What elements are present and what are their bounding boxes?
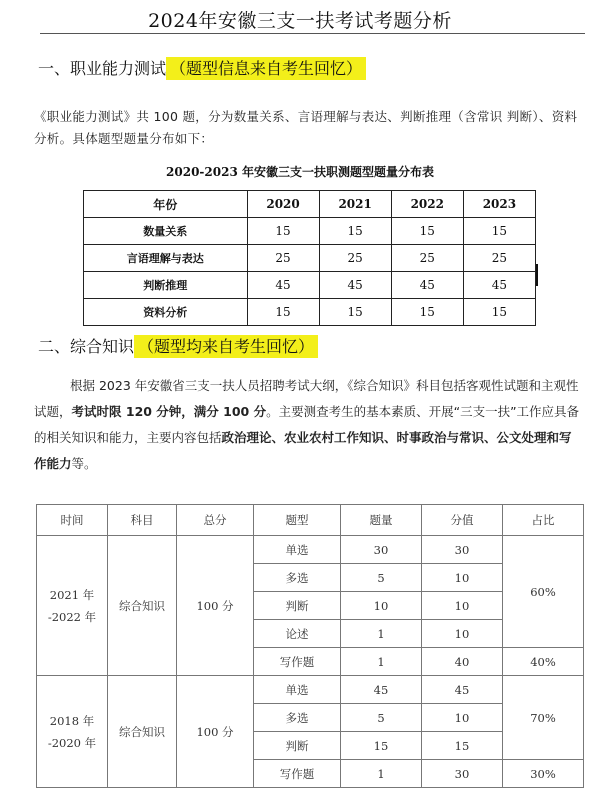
table-row — [84, 218, 536, 245]
table1-cell: 25 — [391, 245, 463, 272]
table2-score: 15 — [422, 732, 503, 760]
table2-score: 10 — [422, 620, 503, 648]
section1-heading-highlight: （题型信息来自考生回忆） — [166, 57, 366, 80]
table2-type: 多选 — [254, 564, 341, 592]
table2-score: 30 — [422, 760, 503, 788]
table2-score: 45 — [422, 676, 503, 704]
table-row — [84, 299, 536, 326]
section2-heading — [38, 334, 318, 357]
table1-header-cell: 2022 — [391, 191, 463, 218]
table1-header-cell: 2023 — [463, 191, 535, 218]
group1-subject: 综合知识 — [108, 536, 177, 676]
table1-cell: 15 — [247, 299, 319, 326]
table1-cell: 25 — [247, 245, 319, 272]
table1-cell: 15 — [391, 299, 463, 326]
table2-count: 45 — [341, 676, 422, 704]
table2-score: 40 — [422, 648, 503, 676]
table1-cell: 45 — [319, 272, 391, 299]
group1-ratio-writing: 40% — [503, 648, 584, 676]
table2-type: 论述 — [254, 620, 341, 648]
table2-type: 写作题 — [254, 648, 341, 676]
section2-text-c: 。主要测查考生的基本素质、开展“三支一扶”工作应具备的相关知识和能力，主要内容包括 — [34, 404, 580, 445]
section2-text-d-bold: 政治理论、农业农村工作知识、时事政治与常识、公文处理和写作能力 — [34, 430, 572, 471]
table1 — [83, 190, 536, 326]
section2-heading-highlight: （题型均来自考生回忆） — [134, 335, 318, 358]
table1-cell: 15 — [463, 299, 535, 326]
table-row — [37, 676, 584, 704]
table2-count: 5 — [341, 564, 422, 592]
table2-header-cell: 时间 — [37, 505, 108, 536]
section1-paragraph: 《职业能力测试》共 100 题，分为数量关系、言语理解与表达、判断推理（含常识 判断）、资料分析。具体题型题量分布如下： — [34, 109, 578, 146]
section1-heading — [38, 56, 366, 79]
text-cursor-mark — [536, 264, 538, 286]
group1-ratio-objective: 60% — [503, 536, 584, 648]
table1-cell: 15 — [319, 218, 391, 245]
table-row — [84, 245, 536, 272]
table2-type: 单选 — [254, 676, 341, 704]
section2-text-e: 等。 — [71, 456, 97, 471]
table2-type: 单选 — [254, 536, 341, 564]
table2-type: 写作题 — [254, 760, 341, 788]
table2-header-cell: 题型 — [254, 505, 341, 536]
table2-count: 30 — [341, 536, 422, 564]
table1-header-cell: 2020 — [247, 191, 319, 218]
table1-row-label: 数量关系 — [84, 218, 248, 245]
table2-score: 10 — [422, 704, 503, 732]
table2-header-cell: 分值 — [422, 505, 503, 536]
table2-count: 5 — [341, 704, 422, 732]
section2-heading-text: 二、综合知识 — [38, 337, 135, 356]
group1-time: 2021 年 -2022 年 — [37, 536, 108, 676]
table-row — [37, 536, 584, 564]
table1-caption: 2020-2023 年安徽三支一扶职测题型题量分布表 — [166, 165, 434, 179]
group1-total: 100 分 — [177, 536, 254, 676]
table1-cell: 25 — [463, 245, 535, 272]
table2-count: 1 — [341, 760, 422, 788]
table2-count: 10 — [341, 592, 422, 620]
table2 — [36, 504, 584, 788]
group2-ratio-writing: 30% — [503, 760, 584, 788]
table1-cell: 15 — [247, 218, 319, 245]
table2-type: 判断 — [254, 592, 341, 620]
section2-paragraph — [34, 373, 584, 477]
table1-cell: 15 — [319, 299, 391, 326]
table1-cell: 45 — [247, 272, 319, 299]
page-title: 2024年安徽三支一扶考试考题分析 — [148, 10, 452, 32]
table2-score: 10 — [422, 564, 503, 592]
table1-cell: 45 — [391, 272, 463, 299]
section1-heading-text: 一、职业能力测试 — [38, 59, 167, 78]
table2-score: 10 — [422, 592, 503, 620]
title-underline — [40, 33, 585, 34]
table2-header-cell: 科目 — [108, 505, 177, 536]
table2-header-cell: 占比 — [503, 505, 584, 536]
table1-row-label: 资料分析 — [84, 299, 248, 326]
table2-header-row — [37, 505, 584, 536]
group2-total: 100 分 — [177, 676, 254, 788]
table1-cell: 15 — [391, 218, 463, 245]
table1-header-row — [84, 191, 536, 218]
table1-row-label: 言语理解与表达 — [84, 245, 248, 272]
table2-header-cell: 题量 — [341, 505, 422, 536]
table2-count: 1 — [341, 648, 422, 676]
table2-type: 判断 — [254, 732, 341, 760]
table1-cell: 25 — [319, 245, 391, 272]
table2-header-cell: 总分 — [177, 505, 254, 536]
table1-cell: 15 — [463, 218, 535, 245]
group2-subject: 综合知识 — [108, 676, 177, 788]
table1-row-label: 判断推理 — [84, 272, 248, 299]
table1-cell: 45 — [463, 272, 535, 299]
section2-text-b-bold: 考试时限 120 分钟，满分 100 分 — [71, 404, 267, 419]
group2-time: 2018 年 -2020 年 — [37, 676, 108, 788]
table-row — [84, 272, 536, 299]
table1-header-cell: 年份 — [84, 191, 248, 218]
group2-ratio-objective: 70% — [503, 676, 584, 760]
table1-header-cell: 2021 — [319, 191, 391, 218]
table2-score: 30 — [422, 536, 503, 564]
table2-count: 15 — [341, 732, 422, 760]
table2-count: 1 — [341, 620, 422, 648]
table2-type: 多选 — [254, 704, 341, 732]
section2-text-a: 根据 2023 年安徽省三支一扶人员招聘考试大纲，《综合知识》科目包括客观性试题和主观性试题， — [34, 378, 579, 419]
